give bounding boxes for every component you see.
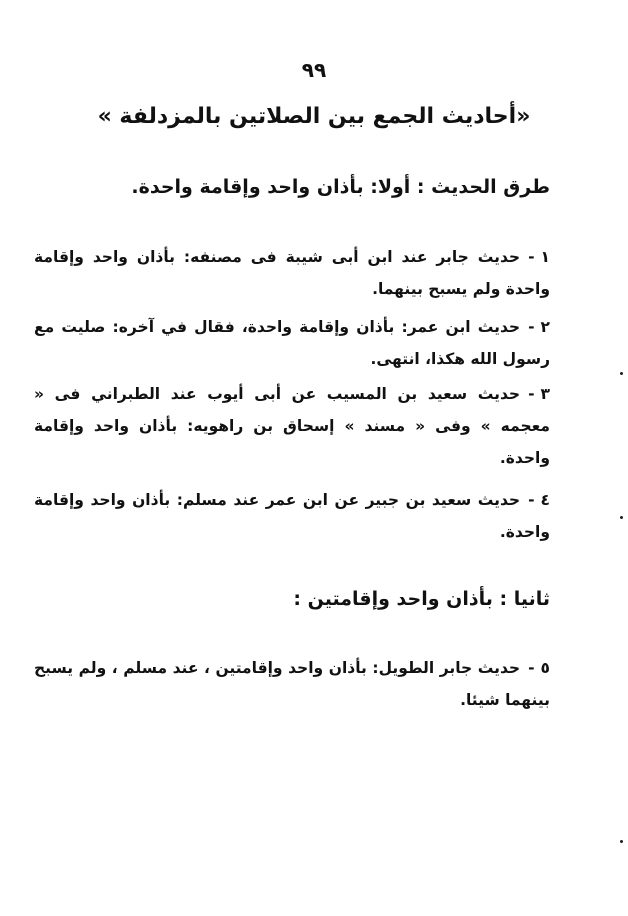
hadith-paragraph <box>34 241 550 305</box>
hadith-paragraph <box>34 311 550 375</box>
hadith-text: حديث جابر عند ابن أبى شيبة فى مصنفه: بأذان واحد وإقامة واحدة ولم يسبح بينهما. <box>34 248 550 298</box>
chapter-title: «أحاديث الجمع بين الصلاتين بالمزدلفة » <box>97 104 531 129</box>
hadith-number: ٥ <box>540 659 550 677</box>
hadith-paragraph <box>34 652 550 716</box>
hadith-dash: - <box>528 318 535 336</box>
hadith-number: ٢ <box>540 318 550 336</box>
section-heading-second-method: ثانيا : بأذان واحد وإقامتين : <box>293 588 550 610</box>
hadith-text: حديث سعيد بن المسيب عن أبى أيوب عند الطبراني فى « معجمه » وفى « مسند » إسحاق بن راهويه: بأذان واحد وإقامة واحدة. <box>34 385 550 467</box>
hadith-number: ١ <box>540 248 550 266</box>
hadith-text: حديث جابر الطويل: بأذان واحد وإقامتين ، عند مسلم ، ولم يسبح بينهما شيئا. <box>34 659 550 709</box>
hadith-text: حديث سعيد بن جبير عن ابن عمر عند مسلم: بأذان واحد وإقامة واحدة. <box>34 491 550 541</box>
hadith-number: ٣ <box>540 385 550 403</box>
section-heading-first-method: طرق الحديث : أولا: بأذان واحد وإقامة واحدة. <box>131 176 550 198</box>
hadith-dash: - <box>528 659 535 677</box>
page-number: ٩٩ <box>301 58 327 82</box>
hadith-number: ٤ <box>540 491 550 509</box>
scan-speck <box>620 840 623 843</box>
scan-speck <box>620 372 623 375</box>
hadith-text: حديث ابن عمر: بأذان وإقامة واحدة، فقال في آخره: صليت مع رسول الله هكذا، انتهى. <box>34 318 550 368</box>
scan-speck <box>620 516 623 519</box>
hadith-dash: - <box>528 491 535 509</box>
hadith-dash: - <box>528 248 535 266</box>
hadith-paragraph <box>34 484 550 548</box>
hadith-dash: - <box>528 385 535 403</box>
hadith-paragraph <box>34 378 550 474</box>
